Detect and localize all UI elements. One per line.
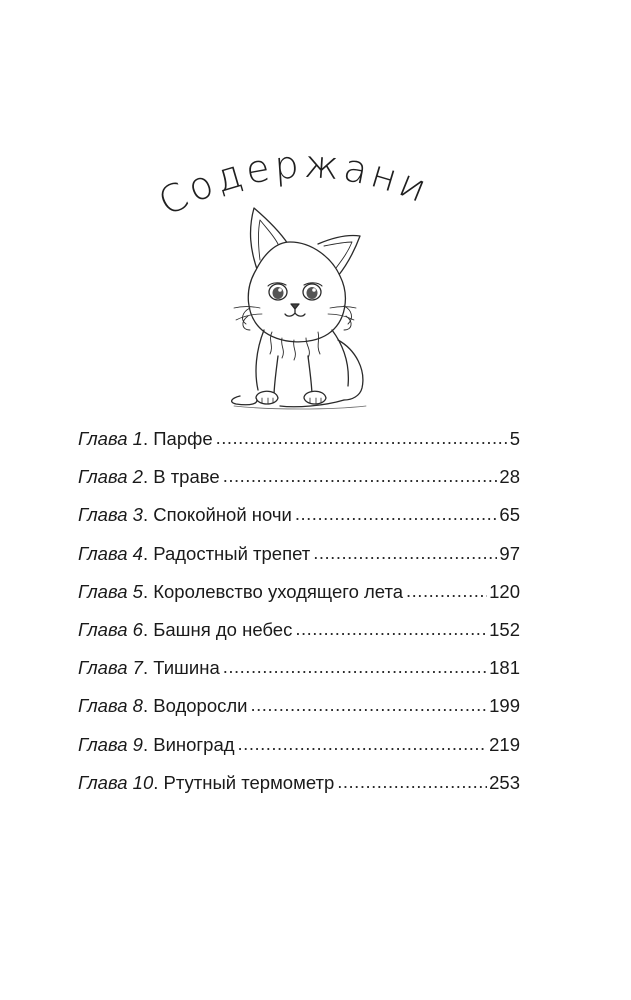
chapter-label: Глава 4 — [78, 542, 143, 564]
toc-entry[interactable] — [78, 769, 520, 807]
dot-leader — [251, 691, 488, 719]
page-number: 5 — [509, 428, 520, 449]
chapter-label: Глава 8 — [78, 695, 143, 717]
toc-entry[interactable] — [78, 463, 520, 501]
chapter-title: Королевство уходящего лета — [153, 580, 404, 602]
toc-entry[interactable] — [78, 501, 520, 539]
chapter-separator: . — [142, 542, 154, 564]
toc-entry[interactable] — [78, 731, 520, 769]
toc-entry[interactable] — [78, 540, 520, 578]
page-number: 253 — [489, 771, 520, 793]
table-of-contents — [78, 425, 520, 807]
dot-leader — [295, 615, 487, 643]
chapter-title: Радостный трепет — [153, 542, 311, 564]
chapter-separator: . — [142, 504, 154, 526]
dot-leader — [216, 424, 508, 452]
chapter-separator: . — [142, 580, 154, 602]
toc-entry[interactable] — [78, 692, 520, 730]
dot-leader — [313, 539, 497, 567]
chapter-separator: . — [142, 618, 154, 640]
chapter-separator: . — [142, 466, 154, 488]
chapter-label: Глава 10 — [78, 771, 154, 793]
chapter-label: Глава 1 — [78, 428, 143, 449]
toc-entry[interactable] — [78, 654, 520, 692]
chapter-title: Водоросли — [153, 695, 248, 717]
page-number: 97 — [499, 542, 520, 564]
chapter-title: Башня до небес — [153, 618, 293, 640]
chapter-label: Глава 2 — [78, 466, 143, 488]
dot-leader — [223, 653, 487, 681]
page-number: 152 — [489, 618, 520, 640]
chapter-label: Глава 6 — [78, 618, 143, 640]
dot-leader — [223, 462, 498, 490]
chapter-title: Виноград — [153, 733, 235, 755]
chapter-title: Парфе — [153, 428, 213, 449]
chapter-separator: . — [142, 428, 154, 449]
page-number: 181 — [489, 657, 520, 679]
page-number: 199 — [489, 695, 520, 717]
chapter-label: Глава 3 — [78, 504, 143, 526]
dot-leader — [337, 768, 487, 796]
page-number: 120 — [489, 580, 520, 602]
chapter-title: Тишина — [153, 657, 220, 679]
dot-leader — [295, 500, 498, 528]
page-number: 28 — [499, 466, 520, 488]
toc-entry[interactable] — [78, 616, 520, 654]
chapter-title: В траве — [153, 466, 220, 488]
chapter-separator: . — [142, 733, 154, 755]
chapter-label: Глава 7 — [78, 657, 143, 679]
page-title-text: Содержание — [146, 105, 437, 225]
dot-leader — [406, 577, 487, 605]
toc-entry[interactable] — [78, 425, 520, 463]
chapter-label: Глава 5 — [78, 580, 143, 602]
chapter-label: Глава 9 — [78, 733, 143, 755]
chapter-separator: . — [142, 695, 154, 717]
kitten-illustration — [220, 200, 370, 410]
chapter-separator: . — [142, 657, 154, 679]
page-number: 65 — [499, 504, 520, 526]
page-number: 219 — [489, 733, 520, 755]
dot-leader — [238, 730, 488, 758]
chapter-title: Спокойной ночи — [153, 504, 292, 526]
chapter-separator: . — [153, 771, 164, 793]
chapter-title: Ртутный термометр — [163, 771, 335, 793]
toc-entry[interactable] — [78, 578, 520, 616]
